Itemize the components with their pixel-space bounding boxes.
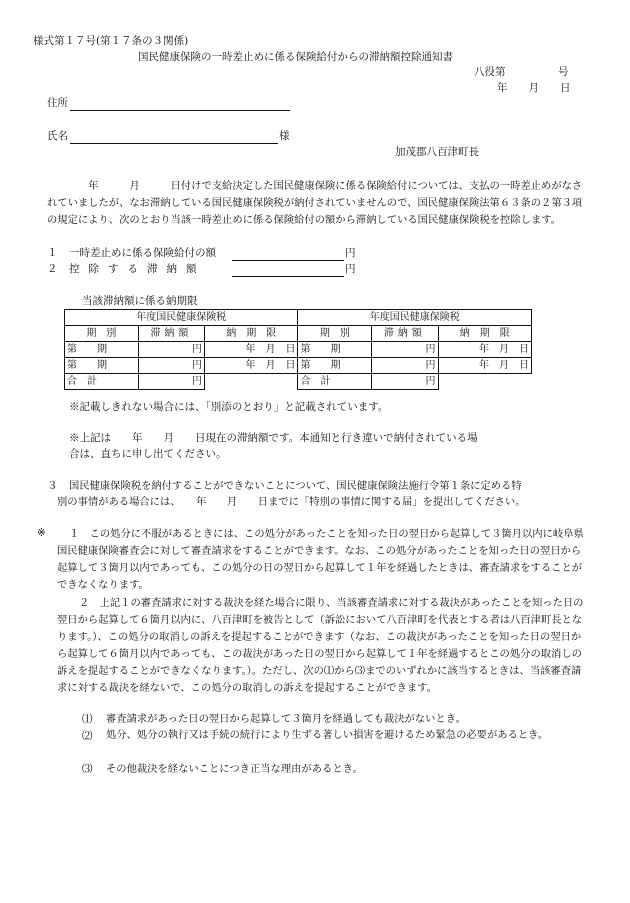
- col-amount: 滞納額: [138, 326, 204, 342]
- item1-amount-line[interactable]: [232, 260, 344, 261]
- amount-cell[interactable]: 円: [372, 342, 438, 358]
- item1-label: 一時差止めに係る保険給付の額: [69, 247, 216, 259]
- total-label: 合 計: [65, 374, 139, 390]
- col-period: 期 別: [65, 326, 139, 342]
- remark-paragraph-1: １ この処分に不服があるときには、この処分があったことを知った日の翌日から起算して３箇月以内に岐阜県国民健康保険審査会に対して審査請求をすることができます。なお、この処分があったことを知った日の翌日から起算して３箇月以内であっても、この処分の日の翌日から起算して１年を経過したときは、審査請求をすることができなくなります。: [57, 528, 584, 591]
- due-date-cell[interactable]: 年 月 日: [205, 342, 298, 358]
- form-number: 様式第１７号(第１７条の３関係): [33, 35, 189, 47]
- document-number: 八役第 号: [474, 66, 569, 78]
- empty-cell: [205, 374, 298, 390]
- period-cell[interactable]: 第 期: [65, 358, 139, 374]
- amount-cell[interactable]: 円: [138, 358, 204, 374]
- honorific: 様: [279, 130, 290, 142]
- sub-item-2-number: ⑵: [82, 730, 93, 742]
- address-field-line[interactable]: [70, 110, 290, 111]
- note-attachment: ※記載しきれない場合には、「別添のとおり」と記載されています。: [69, 401, 389, 413]
- intro-paragraph: 年 月 日付けで支給決定した国民健康保険に係る保険給付については、支払の一時差止めがなされていましたが、なお滞納している国民健康保険税が納付されていませんので、国民健康保険法第６３条の２第３項の規定により、次のとおり当該一時差止めに係る保険給付の額から滞納している国民健康保険税を控除します。: [47, 180, 583, 226]
- due-date-cell[interactable]: 年 月 日: [438, 358, 531, 374]
- sub-item-1-number: ⑴: [82, 713, 93, 725]
- table-row: [65, 358, 532, 374]
- period-cell[interactable]: 第 期: [65, 342, 139, 358]
- item2-number: ２: [47, 263, 58, 275]
- item3-line1: 国民健康保険税を納付することができないことについて、国民健康保険法施行令第１条に定める特: [69, 480, 522, 492]
- name-field-line[interactable]: [70, 143, 278, 144]
- table-header-row: [65, 310, 532, 326]
- document-title: 国民健康保険の一時差止めに係る保険給付からの滞納額控除通知書: [138, 51, 453, 63]
- sub-item-3: その他裁決を経ないことにつき正当な理由があるとき。: [106, 763, 363, 775]
- table-column-row: [65, 326, 532, 342]
- remarks-mark: ※: [37, 527, 46, 539]
- sub-item-1: 審査請求があった日の翌日から起算して３箇月を経過しても裁決がないとき。: [106, 713, 466, 725]
- table-total-row: [65, 374, 532, 390]
- item2-amount-line[interactable]: [232, 276, 344, 277]
- item3-number: ３: [47, 480, 58, 492]
- item1-yen: 円: [345, 247, 356, 259]
- issuer-name: 加茂郡八百津町長: [395, 146, 479, 158]
- remark-paragraph-2: ２ 上記１の審査請求に対する裁決を経た場合に限り、当該審査請求に対する裁決があったことを知った日の翌日から起算して６箇月以内に、八百津町を被告として（訴訟において八百津町を代表とする者は八百津町長となります。）、この処分の取消しの訴えを提起することができます（なお、この裁決があったことを知った日の翌日から起算して６箇月以内であっても、この裁決があった日の翌日から起算して１年を経過するとこの処分の取消しの訴えを提起することができなくなります。）。ただし、次の⑴から⑶までのいずれかに該当するときは、当該審査請求に対する裁決を経ないで、この処分の取消しの訴えを提起することができます。: [57, 597, 584, 694]
- address-label: 住所: [47, 97, 68, 109]
- due-date-table: [64, 309, 532, 390]
- empty-cell: [438, 374, 531, 390]
- note-balance-date-cont: 合は、直ちに申し出てください。: [69, 448, 227, 460]
- document-date: 年 月 日: [497, 82, 571, 94]
- due-date-cell[interactable]: 年 月 日: [205, 358, 298, 374]
- table-row: [65, 342, 532, 358]
- col-period: 期 別: [298, 326, 372, 342]
- table-caption: 当該滞納額に係る納期限: [82, 295, 198, 307]
- item2-label: 控除する滞納額: [69, 263, 206, 275]
- col-amount: 滞納額: [372, 326, 438, 342]
- col-due: 納 期 限: [205, 326, 298, 342]
- item2-yen: 円: [345, 263, 356, 275]
- col-due: 納 期 限: [438, 326, 531, 342]
- due-date-cell[interactable]: 年 月 日: [438, 342, 531, 358]
- note-balance-date: ※上記は 年 月 日現在の滞納額です。本通知と行き違いで納付されている場: [69, 432, 478, 444]
- period-cell[interactable]: 第 期: [298, 342, 372, 358]
- item1-number: １: [47, 247, 58, 259]
- amount-cell[interactable]: 円: [138, 342, 204, 358]
- total-label: 合 計: [298, 374, 372, 390]
- total-amount-cell[interactable]: 円: [372, 374, 438, 390]
- total-amount-cell[interactable]: 円: [138, 374, 204, 390]
- amount-cell[interactable]: 円: [372, 358, 438, 374]
- sub-item-3-number: ⑶: [82, 763, 93, 775]
- name-label: 氏名: [47, 130, 68, 142]
- period-cell[interactable]: 第 期: [298, 358, 372, 374]
- sub-item-2: 処分、処分の執行又は手続の続行により生ずる著しい損害を避けるため緊急の必要があるとき。: [106, 729, 549, 741]
- tax-year-header: 年度国民健康保険税: [65, 310, 298, 326]
- item3-line2: 別の事情がある場合には、 年 月 日までに「特別の事情に関する届」を提出してください。: [57, 496, 526, 508]
- tax-year-header: 年度国民健康保険税: [298, 310, 532, 326]
